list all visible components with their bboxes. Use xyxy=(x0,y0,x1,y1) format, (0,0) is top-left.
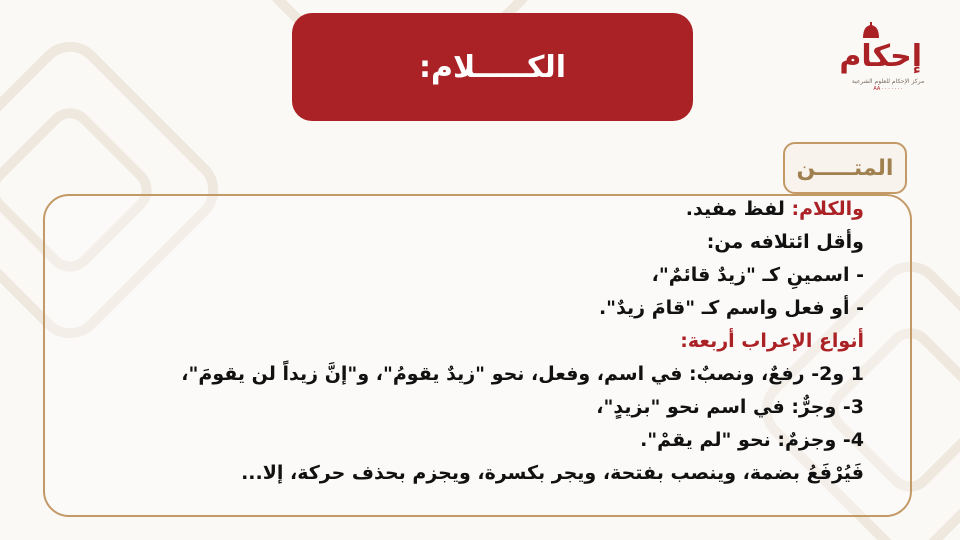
matn-text-block xyxy=(84,198,864,485)
matn-label: المتـــــن xyxy=(796,155,894,181)
text-line: 1 و2- رفعٌ، ونصبٌ: في اسم، وفعل، نحو "زيدٌ يقومُ"، و"إنَّ زيداً لن يقومَ"، xyxy=(181,363,864,385)
text-line: - أو فعل واسم كـ "قامَ زيدٌ". xyxy=(598,297,864,319)
section-heading: أنواع الإعراب أربعة: xyxy=(680,330,864,352)
text-line: وأقل ائتلافه من: xyxy=(706,231,864,253)
text-line xyxy=(84,198,864,221)
matn-label-tab xyxy=(783,142,907,194)
term-definition: لفظ مفيد. xyxy=(685,198,785,220)
slide-title: الكـــــلام: xyxy=(418,49,567,85)
text-line: - اسمينِ كـ "زيدٌ قائمٌ"، xyxy=(651,264,864,286)
text-line: 3- وجرٌّ: في اسم نحو "بزيدٍ"، xyxy=(596,396,864,418)
logo-subtitle: مركز الإحكام للعلوم الشرعية xyxy=(851,78,925,85)
logo-tagline: AA · · · · · · · xyxy=(873,86,903,92)
text-line: فَيُرْفَعُ بضمة، وينصب بفتحة، ويجر بكسرة، ويجزم بحذف حركة، إلا... xyxy=(241,462,864,484)
text-line: 4- وجزمٌ: نحو "لم يقمْ". xyxy=(640,429,864,451)
term-label: والكلام: xyxy=(791,198,864,220)
logo-wordmark: إحكام xyxy=(839,39,922,74)
title-banner xyxy=(292,13,693,121)
logo xyxy=(839,22,932,100)
